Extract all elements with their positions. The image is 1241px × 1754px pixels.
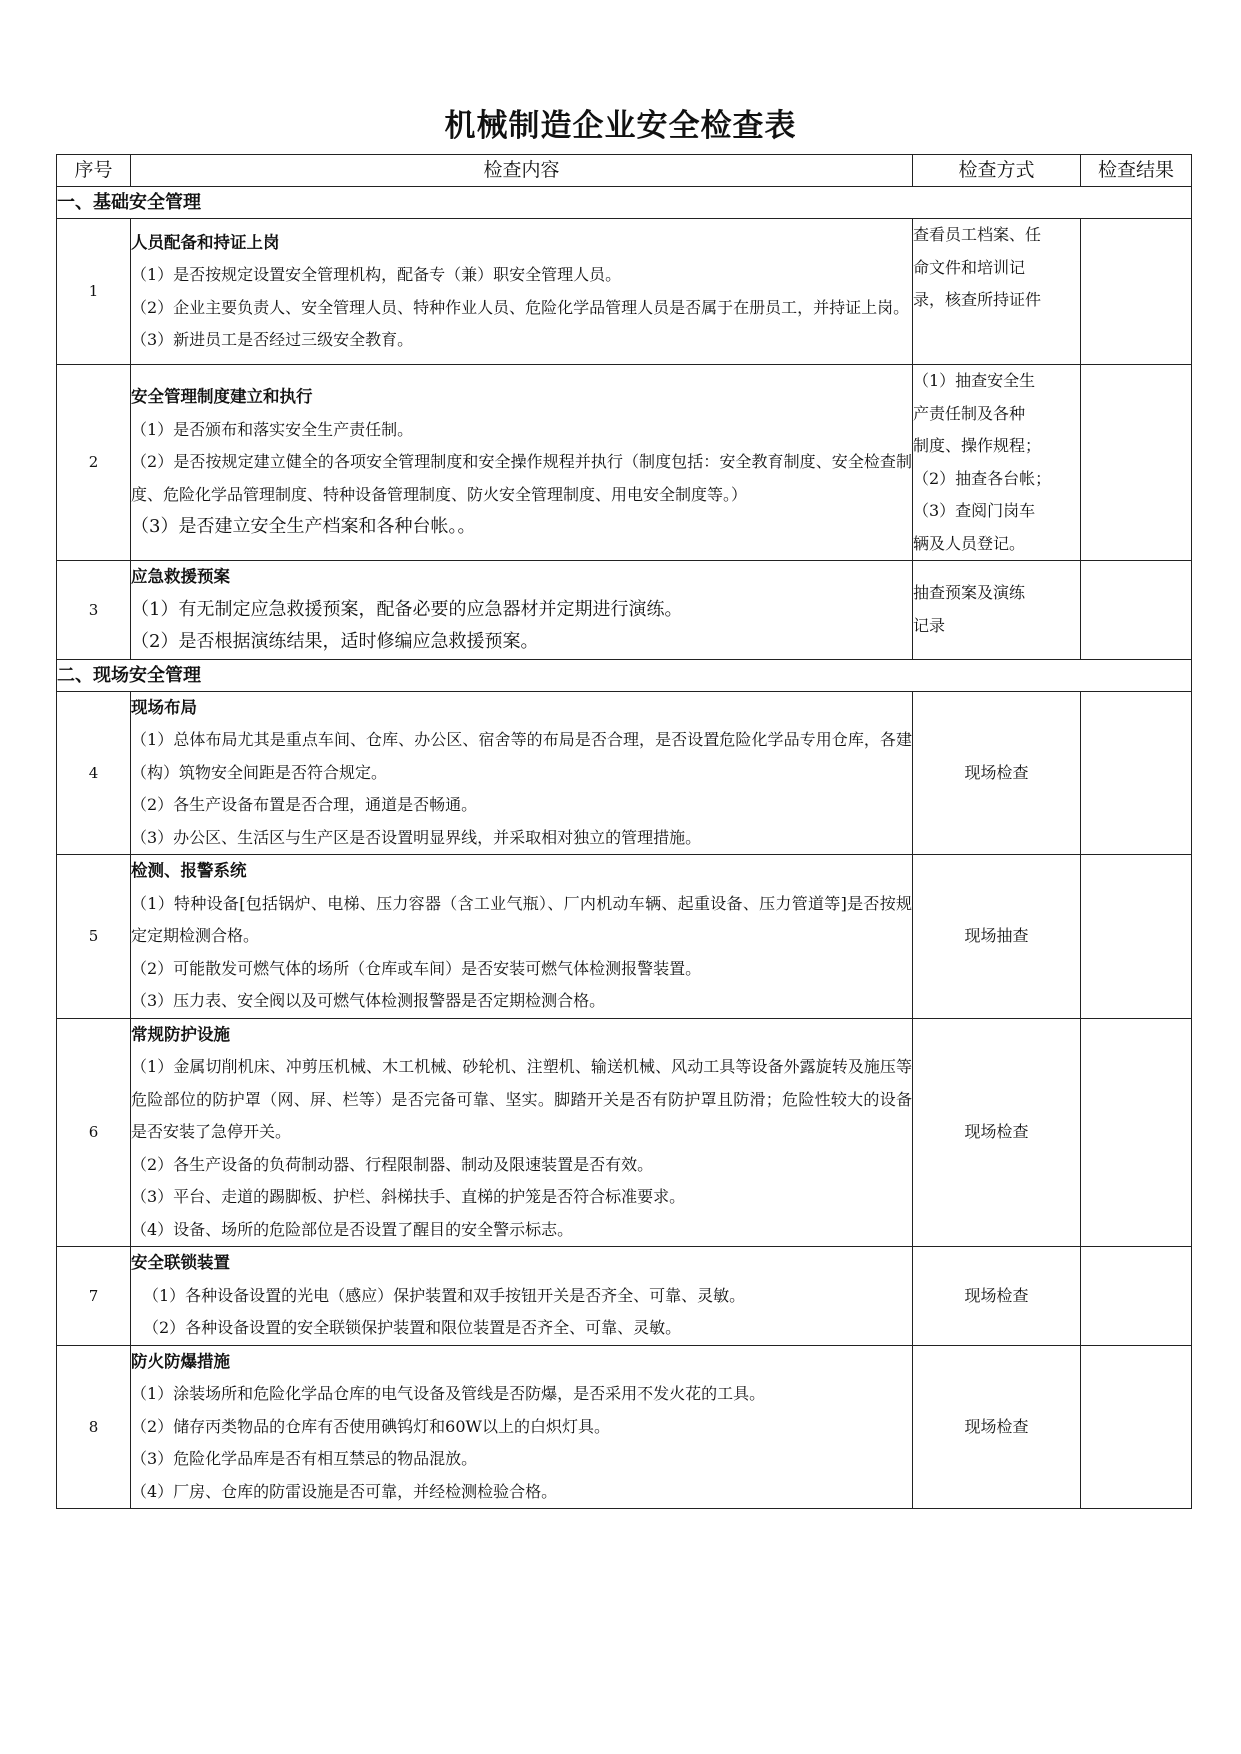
item-result[interactable] <box>1081 365 1192 561</box>
item-method: 现场检查 <box>913 1018 1081 1247</box>
item-number: 2 <box>57 365 131 561</box>
item-method <box>913 219 1081 365</box>
table-row <box>57 219 1192 365</box>
item-content <box>131 561 913 660</box>
method-line: 辆及人员登记。 <box>913 533 1026 553</box>
item-number: 5 <box>57 855 131 1019</box>
inspection-table <box>56 154 1192 1509</box>
item-line: （2）是否根据演练结果，适时修编应急救援预案。 <box>131 631 539 652</box>
item-line: （3）平台、走道的踢脚板、护栏、斜梯扶手、直梯的护笼是否符合标准要求。 <box>131 1187 686 1206</box>
item-result[interactable] <box>1081 1345 1192 1509</box>
method-line: （2）抽查各台帐； <box>913 468 1052 488</box>
item-title: 防火防爆措施 <box>131 1351 230 1371</box>
page-title: 机械制造企业安全检查表 <box>444 108 797 144</box>
item-title: 检测、报警系统 <box>131 861 247 880</box>
table-row <box>57 365 1192 561</box>
item-number: 8 <box>57 1345 131 1509</box>
header-content: 检查内容 <box>131 155 913 187</box>
item-line: （1）金属切削机床、冲剪压机械、木工机械、砂轮机、注塑机、输送机械、风动工具等设备外露旋转及施压等危险部位的防护罩（网、屏、栏等）是否完备可靠、坚实。脚踏开关是否有防护罩且防滑；危险性较大的设备是否安装了急停开关。 <box>131 1057 912 1141</box>
table-row <box>57 561 1192 660</box>
method-line: 产责任制及各种 <box>913 403 1026 423</box>
table-row <box>57 1247 1192 1346</box>
method-line: （1）抽查安全生 <box>913 371 1036 390</box>
item-line: （2）各生产设备布置是否合理，通道是否畅通。 <box>131 795 478 814</box>
method-line: （3）查阅门岗车 <box>913 501 1036 520</box>
item-title: 安全联锁装置 <box>131 1253 230 1272</box>
section-row <box>57 187 1192 219</box>
item-content <box>131 1018 913 1247</box>
table-row <box>57 1018 1192 1247</box>
item-method: 现场检查 <box>913 1345 1081 1509</box>
item-method <box>913 561 1081 660</box>
header-result: 检查结果 <box>1081 155 1192 187</box>
method-line: 查看员工档案、任 <box>913 225 1042 244</box>
method-line: 制度、操作规程； <box>913 436 1042 455</box>
item-line: （3）办公区、生活区与生产区是否设置明显界线，并采取相对独立的管理措施。 <box>131 827 702 847</box>
item-line: （3）压力表、安全阀以及可燃气体检测报警器是否定期检测合格。 <box>131 991 606 1010</box>
item-line: （1）涂装场所和危险化学品仓库的电气设备及管线是否防爆，是否采用不发火花的工具。 <box>131 1384 766 1403</box>
header-method: 检查方式 <box>913 155 1081 187</box>
item-line: （1）特种设备[包括锅炉、电梯、压力容器（含工业气瓶）、厂内机动车辆、起重设备、压力管道等]是否按规定定期检测合格。 <box>131 893 912 945</box>
item-method <box>913 365 1081 561</box>
header-row <box>57 155 1192 187</box>
section-row <box>57 659 1192 691</box>
item-content <box>131 1345 913 1509</box>
item-line: （2）各种设备设置的安全联锁保护装置和限位装置是否齐全、可靠、灵敏。 <box>143 1318 682 1337</box>
item-line: （2）企业主要负责人、安全管理人员、特种作业人员、危险化学品管理人员是否属于在册员工，并持证上岗。 <box>131 297 910 317</box>
item-line: （1）是否颁布和落实安全生产责任制。 <box>131 419 414 439</box>
header-num: 序号 <box>57 155 131 187</box>
item-line: （2）储存丙类物品的仓库有否使用碘钨灯和60W以上的白炽灯具。 <box>131 1416 610 1436</box>
item-result[interactable] <box>1081 691 1192 855</box>
item-line: （2）各生产设备的负荷制动器、行程限制器、制动及限速装置是否有效。 <box>131 1154 654 1174</box>
method-line: 抽查预案及演练 <box>913 583 1026 603</box>
item-number: 6 <box>57 1018 131 1247</box>
item-result[interactable] <box>1081 1018 1192 1247</box>
item-title: 常规防护设施 <box>131 1024 230 1044</box>
item-number: 4 <box>57 691 131 855</box>
item-content <box>131 691 913 855</box>
item-title: 安全管理制度建立和执行 <box>131 387 313 407</box>
item-result[interactable] <box>1081 561 1192 660</box>
method-line: 记录 <box>913 615 946 635</box>
item-method: 现场抽查 <box>913 855 1081 1019</box>
item-line: （4）设备、场所的危险部位是否设置了醒目的安全警示标志。 <box>131 1219 574 1239</box>
item-number: 3 <box>57 561 131 660</box>
item-line: （4）厂房、仓库的防雷设施是否可靠，并经检测检验合格。 <box>131 1481 558 1501</box>
table-row <box>57 855 1192 1019</box>
item-content <box>131 855 913 1019</box>
table-row <box>57 1345 1192 1509</box>
section-heading: 二、现场安全管理 <box>57 659 1192 691</box>
item-content <box>131 1247 913 1346</box>
item-line: （3）新进员工是否经过三级安全教育。 <box>131 330 414 349</box>
item-number: 7 <box>57 1247 131 1346</box>
table-row <box>57 691 1192 855</box>
item-method: 现场检查 <box>913 1247 1081 1346</box>
method-line: 命文件和培训记 <box>913 257 1026 277</box>
item-line: （3）危险化学品库是否有相互禁忌的物品混放。 <box>131 1449 478 1468</box>
item-line: （1）有无制定应急救援预案，配备必要的应急器材并定期进行演练。 <box>131 598 683 620</box>
item-title: 现场布局 <box>131 697 197 717</box>
item-line: （1）各种设备设置的光电（感应）保护装置和双手按钮开关是否齐全、可靠、灵敏。 <box>143 1285 746 1305</box>
item-content <box>131 365 913 561</box>
item-result[interactable] <box>1081 219 1192 365</box>
item-line: （1）总体布局尤其是重点车间、仓库、办公区、宿舍等的布局是否合理，是否设置危险化学品专用仓库，各建（构）筑物安全间距是否符合规定。 <box>131 730 912 782</box>
item-content <box>131 219 913 365</box>
item-line: （1）是否按规定设置安全管理机构，配备专（兼）职安全管理人员。 <box>131 265 622 284</box>
section-heading: 一、基础安全管理 <box>57 187 1192 219</box>
item-line: （2）可能散发可燃气体的场所（仓库或车间）是否安装可燃气体检测报警装置。 <box>131 958 702 978</box>
item-title: 应急救援预案 <box>131 567 230 586</box>
item-number: 1 <box>57 219 131 365</box>
item-method: 现场检查 <box>913 691 1081 855</box>
item-title: 人员配备和持证上岗 <box>131 232 280 252</box>
item-result[interactable] <box>1081 855 1192 1019</box>
item-line: （3）是否建立安全生产档案和各种台帐。。 <box>131 516 476 538</box>
method-line: 录，核查所持证件 <box>913 290 1042 309</box>
item-result[interactable] <box>1081 1247 1192 1346</box>
item-line: （2）是否按规定建立健全的各项安全管理制度和安全操作规程并执行（制度包括：安全教育制度、安全检查制度、危险化学品管理制度、特种设备管理制度、防火安全管理制度、用电安全制度等。） <box>131 452 912 504</box>
